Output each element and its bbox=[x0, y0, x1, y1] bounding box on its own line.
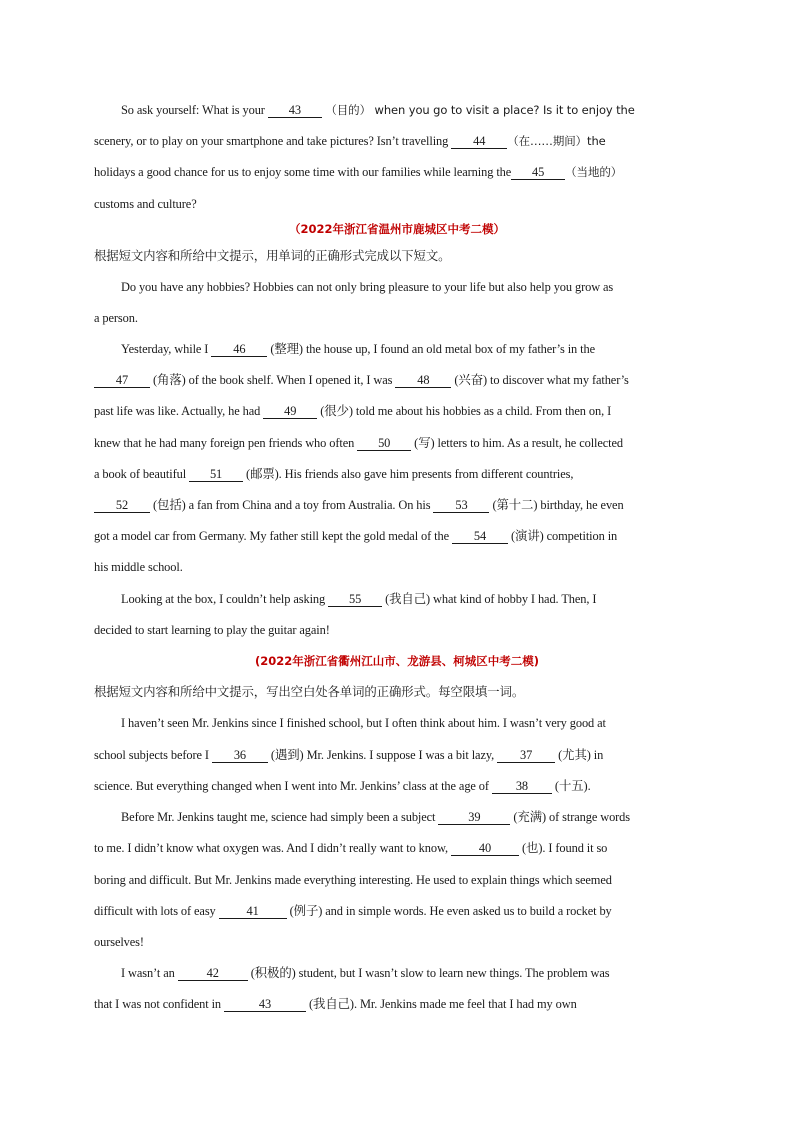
blank-49[interactable]: 49 bbox=[263, 405, 317, 419]
passage1-line2: scenery, or to play on your smartphone and take pictures? Isn’t travelling 44 （在……期间）the bbox=[94, 134, 606, 148]
passage2-line11: Looking at the box, I couldn’t help asking 55 (我自己) what kind of hobby I had. Then, I bbox=[121, 592, 597, 606]
passage2-line4: 47 (角落) of the book shelf. When I opened it, I was 48 (兴奋) to discover what my father’s bbox=[94, 372, 629, 388]
passage3-line5: to me. I didn’t know what oxygen was. And I didn’t really want to know, 40 (也). I found it so bbox=[94, 841, 608, 855]
passage3-line4: Before Mr. Jenkins taught me, science had simply been a subject 39 (充满) of strange words bbox=[121, 810, 631, 824]
passage2-line10: his middle school. bbox=[94, 560, 183, 574]
passage2-line8: 52 (包括) a fan from China and a toy from Australia. On his 53 (第十二) birthday, he even bbox=[94, 497, 624, 513]
blank-43[interactable]: 43 bbox=[268, 104, 322, 118]
blank-43b[interactable]: 43 bbox=[224, 998, 306, 1012]
blank-40[interactable]: 40 bbox=[451, 842, 519, 856]
passage1-line3: holidays a good chance for us to enjoy some time with our families while learning the 45 （当地的） bbox=[94, 165, 623, 179]
passage3-line10: that I was not confident in 43 (我自己). Mr. Jenkins made me feel that I had my own bbox=[94, 997, 577, 1011]
blank-53[interactable]: 53 bbox=[433, 499, 489, 513]
blank-37[interactable]: 37 bbox=[497, 749, 555, 763]
passage2-line6: knew that he had many foreign pen friends who often 50 (写) letters to him. As a result, he collected bbox=[94, 436, 624, 450]
blank-48[interactable]: 48 bbox=[395, 374, 451, 388]
passage3-line9: I wasn’t an 42 (积极的) student, but I wasn’t slow to learn new things. The problem was bbox=[121, 966, 610, 980]
passage3-line6: boring and difficult. But Mr. Jenkins made everything interesting. He used to explain things which seemed bbox=[94, 873, 612, 887]
section-heading-quzhou: (2022年浙江省衢州江山市、龙游县、柯城区中考二模) bbox=[254, 654, 540, 668]
passage3-line3: science. But everything changed when I went into Mr. Jenkins’ class at the age of 38 (十五). bbox=[94, 779, 591, 793]
blank-38[interactable]: 38 bbox=[492, 780, 552, 794]
blank-44[interactable]: 44 bbox=[451, 135, 507, 149]
passage2-line9: got a model car from Germany. My father still kept the gold medal of the 54 (演讲) competition in bbox=[94, 529, 618, 543]
passage1-line1: So ask yourself: What is your 43 （目的） when you go to visit a place? Is it to enjoy the bbox=[121, 103, 635, 117]
passage2-line7: a book of beautiful 51 (邮票). His friends also gave him presents from different countries, bbox=[94, 467, 574, 481]
blank-45[interactable]: 45 bbox=[511, 166, 565, 180]
section-heading-wenzhou: （2022年浙江省温州市鹿城区中考二模） bbox=[288, 222, 505, 236]
passage3-line1: I haven’t seen Mr. Jenkins since I finished school, but I often think about him. I wasn’t very good at bbox=[121, 716, 606, 730]
passage2-line12: decided to start learning to play the guitar again! bbox=[94, 623, 330, 637]
instruction-quzhou: 根据短文内容和所给中文提示，写出空白处各单词的正确形式。每空限填一词。 bbox=[94, 684, 525, 699]
passage2-line1: Do you have any hobbies? Hobbies can not only bring pleasure to your life but also help you grow as bbox=[121, 280, 614, 294]
passage3-line2: school subjects before I 36 (遇到) Mr. Jenkins. I suppose I was a bit lazy, 37 (尤其) in bbox=[94, 748, 604, 762]
blank-36[interactable]: 36 bbox=[212, 749, 268, 763]
passage1-line4: customs and culture? bbox=[94, 197, 197, 211]
passage2-line2: a person. bbox=[94, 311, 138, 325]
blank-46[interactable]: 46 bbox=[211, 343, 267, 357]
blank-55[interactable]: 55 bbox=[328, 593, 382, 607]
blank-42[interactable]: 42 bbox=[178, 967, 248, 981]
passage2-line3: Yesterday, while I 46 (整理) the house up, I found an old metal box of my father’s in the bbox=[121, 342, 595, 356]
blank-41[interactable]: 41 bbox=[219, 905, 287, 919]
blank-50[interactable]: 50 bbox=[357, 437, 411, 451]
blank-39[interactable]: 39 bbox=[438, 811, 510, 825]
blank-52[interactable]: 52 bbox=[94, 499, 150, 513]
blank-47[interactable]: 47 bbox=[94, 374, 150, 388]
passage3-line8: ourselves! bbox=[94, 935, 144, 949]
passage3-line7: difficult with lots of easy 41 (例子) and in simple words. He even asked us to build a rocket by bbox=[94, 904, 612, 918]
instruction-wenzhou: 根据短文内容和所给中文提示，用单词的正确形式完成以下短文。 bbox=[94, 248, 451, 263]
blank-51[interactable]: 51 bbox=[189, 468, 243, 482]
passage2-line5: past life was like. Actually, he had 49 (很少) told me about his hobbies as a child. From then on, I bbox=[94, 404, 612, 418]
blank-54[interactable]: 54 bbox=[452, 530, 508, 544]
